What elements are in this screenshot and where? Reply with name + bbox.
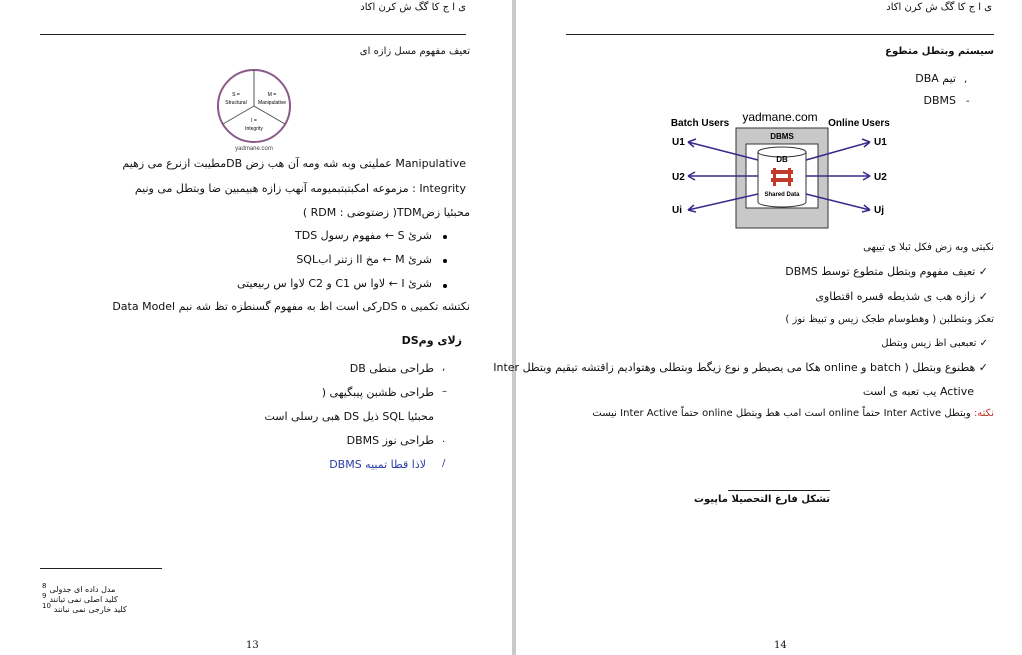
text-line: Integrity : مزموعه امکبتبتبمیومه آنهب زازه هبیمبین ضا وبتطل می ونیم (134, 182, 466, 195)
dbms-diagram (662, 108, 902, 234)
page-header: ی ا ج کا گگ ش کرن اکاد (886, 2, 992, 13)
footnote-text: مدل داده ای جدولی (49, 585, 116, 594)
check-icon: ✓ (975, 265, 988, 278)
shared-data-label: Shared Data (764, 192, 800, 198)
list-item: طراحی ظشبن پیبگیهی ( (321, 386, 434, 399)
section-title: سیستم وبتطل متطوع (885, 46, 994, 57)
list-marker: . (442, 434, 446, 445)
footer-title: تشکل فارغ التحصیلا ماپیوت (693, 494, 830, 505)
footnote-number: 10 (42, 602, 51, 610)
text-line: شرئ M ← مخ اا زتنر ابSQL (296, 253, 432, 266)
right-user-label: U2 (874, 172, 887, 183)
left-user-label: U2 (672, 172, 685, 183)
note-label: نکته: (973, 408, 994, 419)
right-user-label: Uj (874, 205, 884, 216)
pie-m-label: M = (267, 92, 277, 98)
text-line-note: نکتشه تکمیی ه DSرکی است اظ به مفهوم گسنطزه تظ شه نبم Data Model (112, 300, 470, 313)
list-marker: – (442, 386, 447, 397)
pie-watermark: yadmane.com (235, 146, 273, 152)
db-label: DB (776, 155, 788, 164)
check-item: ✓ هطنوع وبتطل ( batch و online هکا می یصیطر و نوع زیگط وبتطلی وهتوادیم زاقتشه تیقیم وبتطل Inter (493, 361, 988, 374)
list-marker: , (442, 362, 446, 373)
page-number: 14 (774, 640, 787, 651)
subheading: زلای ومDS (401, 334, 462, 347)
text-line: شرئ I ← لاوا س C1 و C2 لاوا س ربيعيتی (237, 277, 432, 290)
footnote-text: کلید خارجی نمی نبانند (53, 605, 127, 614)
online-users-label: Online Users (828, 118, 890, 129)
check-icon: ✓ (975, 361, 988, 374)
check-item: ✓ زازه هب ی شذیطه قسره اقتطاوی (815, 290, 988, 303)
header-rule (40, 34, 466, 35)
list-marker: / (442, 458, 446, 469)
list-marker: - (966, 96, 970, 107)
footnote (42, 602, 127, 615)
list-item: لاذا قطا تمبیه DBMS (329, 458, 426, 471)
list-item: DBMS (923, 94, 956, 107)
footnote-number: 9 (42, 592, 47, 600)
table-icon (773, 168, 776, 186)
dbms-label: DBMS (770, 132, 794, 141)
footnote-rule (40, 568, 162, 569)
check-item-continued: Active یب تعبه ی است (862, 385, 974, 398)
text-line: محبئيا زضTDM( زضتوضی : RDM ) (302, 206, 470, 219)
list-item: طراحی نوز DBMS (346, 434, 434, 447)
bullet-dot (443, 284, 447, 288)
list-item: تیم DBA (915, 72, 956, 85)
check-icon: ✓ (975, 290, 988, 303)
right-page (493, 0, 1022, 655)
footnote-text: کلید اصلی نمی تبانند (49, 595, 118, 604)
pie-diagram (212, 66, 298, 152)
pie-i-label-word: Integrity (245, 126, 263, 132)
pie-s-label-word: Structural (225, 100, 247, 106)
left-user-label: U1 (672, 137, 685, 148)
check-item: ✓ تعیف مفهوم وبتطل متطوع توسط DBMS (785, 265, 988, 278)
intro-line: نکبتی وبه زض فکل ثبلا ی تییهی (863, 242, 994, 253)
text-line: Manipulative عملیتی وبه شه ومه آن هب زض DBمطيبت ازنرع می زهیم (122, 157, 466, 170)
bullet-dot (443, 235, 447, 239)
list-item: طراحی منطی DB (349, 362, 434, 375)
left-user-label: Ui (672, 205, 682, 216)
diagram-watermark: yadmane.com (742, 110, 818, 124)
note-line (592, 408, 994, 419)
batch-users-label: Batch Users (670, 118, 730, 129)
list-marker: , (964, 74, 968, 85)
page-number: 13 (246, 640, 259, 651)
page-header: ی ا ج کا گگ ش کرن اکاد (360, 2, 466, 13)
footer-title-rule (728, 490, 830, 491)
right-user-label: U1 (874, 137, 887, 148)
table-icon (788, 168, 791, 186)
note-text: وبتطل Inter Active حتماً online است امب هط وبتطل online حتماً Inter Active نیست (592, 408, 971, 419)
list-item: محبئیا SQL ذیل DS هبی رسلی است (264, 410, 434, 423)
check-item-continued: تعکز وبتطلبن ( وهطوسام طجک زیس و تبیظ نوز ) (785, 314, 994, 325)
pie-s-label: S = (232, 92, 240, 98)
check-item: ✓ تعبعبی اظ زیس وبتطل (881, 338, 988, 349)
pie-m-label-word: Manipulative (257, 100, 287, 106)
check-icon: ✓ (976, 338, 988, 349)
pie-i-label: I = (251, 118, 257, 124)
header-rule (566, 34, 994, 35)
footnote-number: 8 (42, 582, 47, 590)
section-title: تعیف مفهوم مسل زازه ای (359, 46, 470, 57)
bullet-dot (443, 259, 447, 263)
text-line: شرئ S ← مفهوم رسول TDS (295, 229, 432, 242)
